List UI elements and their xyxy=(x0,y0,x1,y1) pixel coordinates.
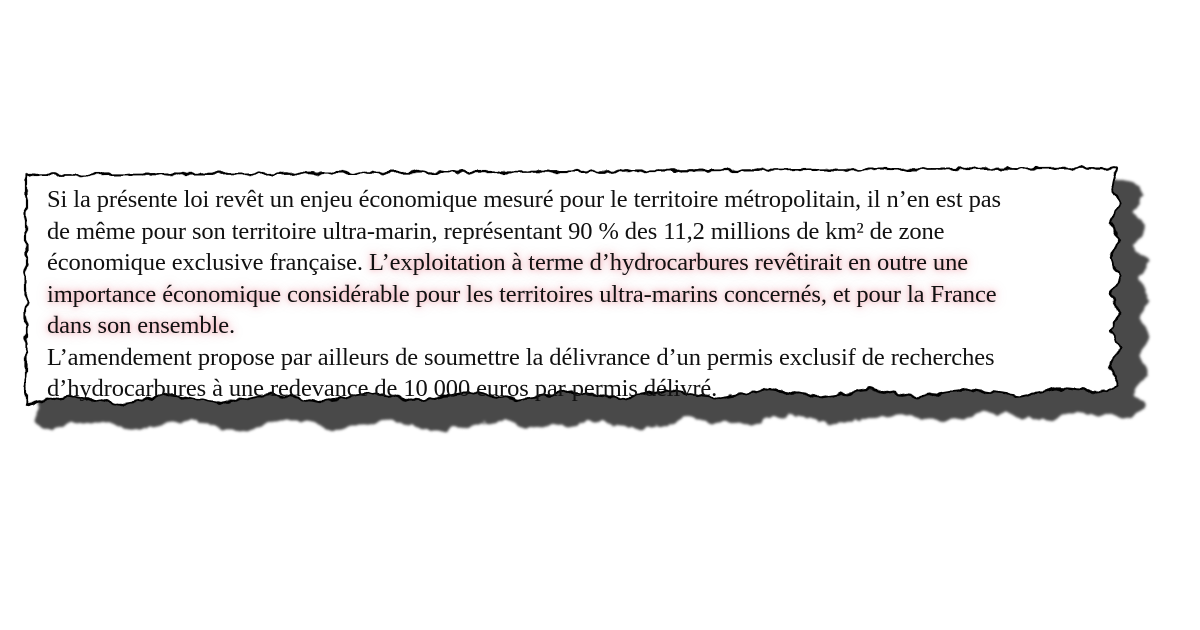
highlighted-text: dans son ensemble. xyxy=(47,312,236,339)
text-line: de même pour son territoire ultra-marin, représentant 90 % des 11,2 millions de km² de zone xyxy=(47,217,945,245)
highlighted-text: importance économique considérable pour les territoires ultra-marins concernés, et pour la France xyxy=(47,280,997,308)
text-line: d’hydrocarbures à une redevance de 10 000 euros par permis délivré. xyxy=(47,375,718,402)
text-line xyxy=(47,247,1127,279)
document-excerpt xyxy=(47,184,1127,405)
text-line: L’amendement propose par ailleurs de soumettre la délivrance d’un permis exclusif de recherches xyxy=(47,343,995,371)
text-segment: économique exclusive française. xyxy=(47,249,369,276)
paragraph-amendment xyxy=(47,342,1127,405)
text-line: Si la présente loi revêt un enjeu économique mesuré pour le territoire métropolitain, il n’en est pas xyxy=(47,186,1001,213)
paragraph-economic-stakes xyxy=(47,184,1127,342)
highlighted-text: L’exploitation à terme d’hydrocarbures revêtirait en outre une xyxy=(368,249,968,276)
